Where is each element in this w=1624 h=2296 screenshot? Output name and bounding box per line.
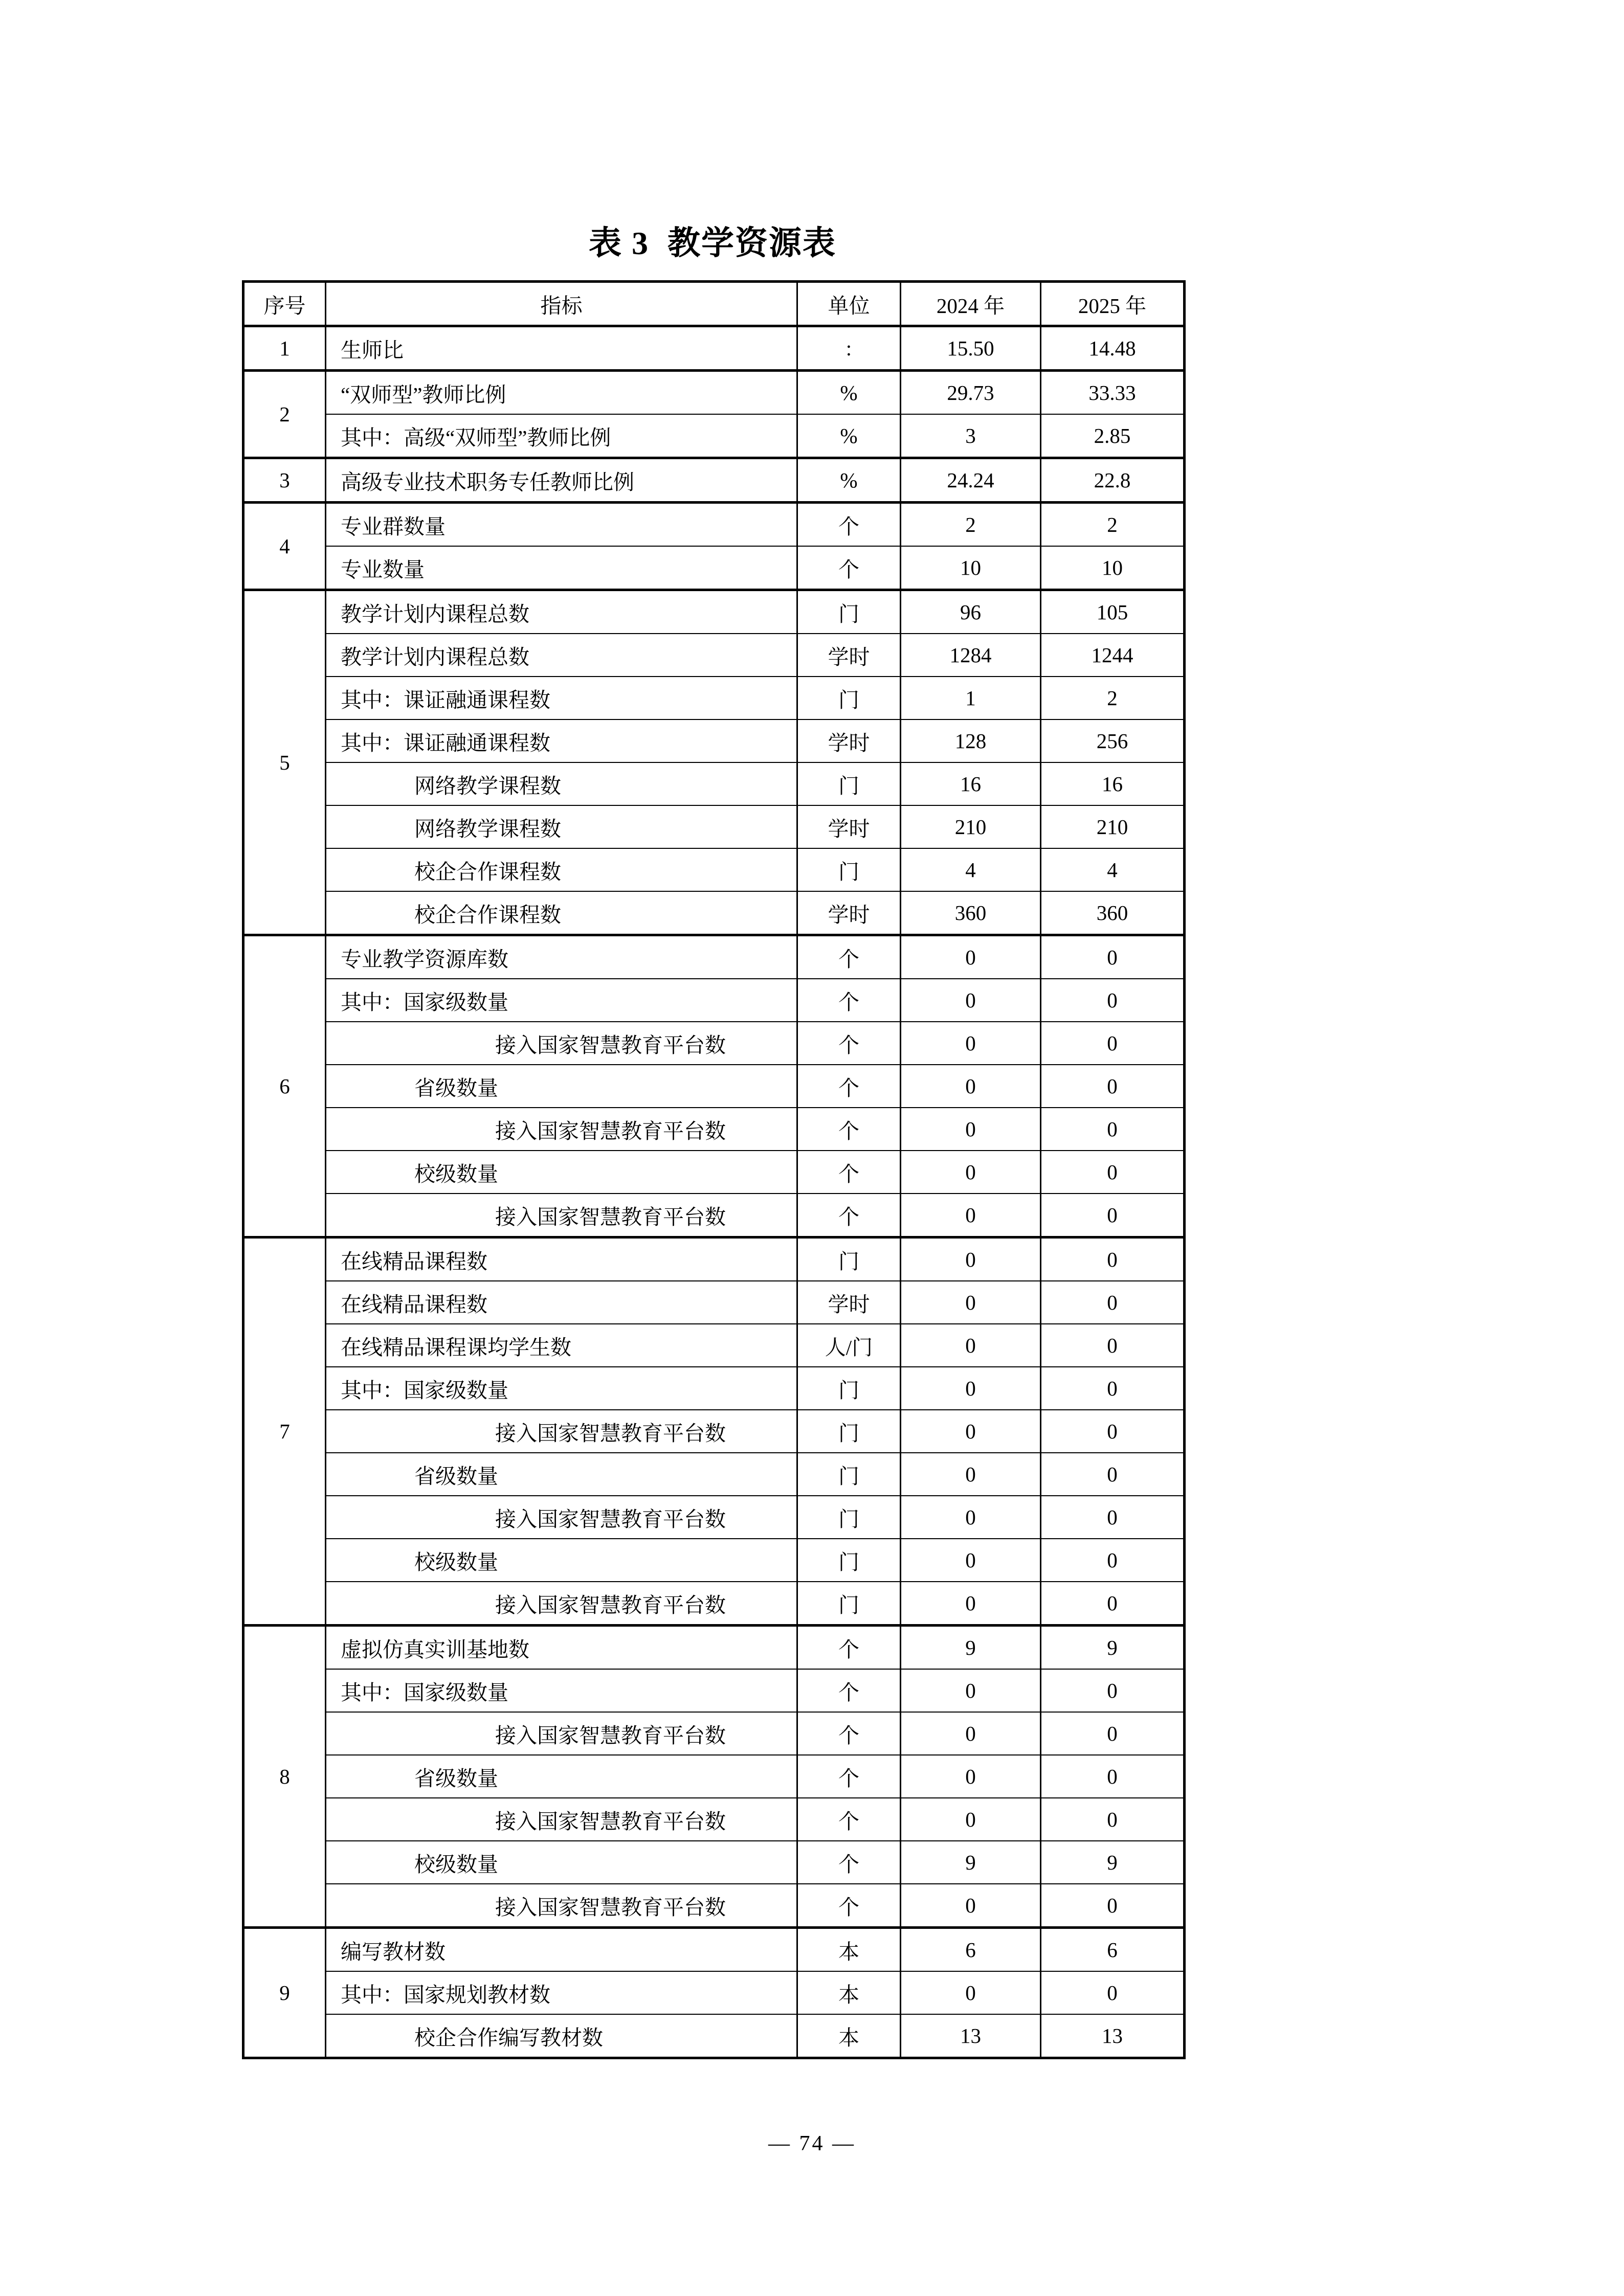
value-2024-cell: 128 xyxy=(901,719,1041,762)
value-2024-cell: 0 xyxy=(901,1151,1041,1194)
table-row xyxy=(243,1582,1185,1626)
value-2024-cell: 6 xyxy=(901,1928,1041,1972)
value-2024-cell: 0 xyxy=(901,1539,1041,1582)
unit-cell: 门 xyxy=(797,1453,901,1496)
unit-cell: 学时 xyxy=(797,805,901,848)
indicator-cell: 其中：国家级数量 xyxy=(326,1367,797,1410)
value-2025-cell: 0 xyxy=(1041,1712,1185,1755)
indicator-cell: 教学计划内课程总数 xyxy=(326,634,797,677)
value-2025-cell: 0 xyxy=(1041,1496,1185,1539)
serial-number-cell: 5 xyxy=(243,590,326,935)
value-2024-cell: 0 xyxy=(901,1022,1041,1065)
indicator-cell: “双师型”教师比例 xyxy=(326,371,797,415)
indicator-cell: 其中：国家级数量 xyxy=(326,1669,797,1712)
unit-cell: 人/门 xyxy=(797,1324,901,1367)
value-2025-cell: 0 xyxy=(1041,1410,1185,1453)
indicator-cell: 网络教学课程数 xyxy=(326,762,797,805)
unit-cell: % xyxy=(797,458,901,503)
value-2025-cell: 0 xyxy=(1041,1065,1185,1108)
indicator-cell: 接入国家智慧教育平台数 xyxy=(326,1022,797,1065)
value-2025-cell: 16 xyxy=(1041,762,1185,805)
value-2024-cell: 0 xyxy=(901,1712,1041,1755)
unit-cell: 门 xyxy=(797,848,901,891)
value-2025-cell: 0 xyxy=(1041,979,1185,1022)
value-2024-cell: 0 xyxy=(901,1755,1041,1798)
table-row xyxy=(243,1367,1185,1410)
page-number: — 74 — xyxy=(768,2132,856,2155)
unit-cell: 个 xyxy=(797,1755,901,1798)
unit-cell: 门 xyxy=(797,1237,901,1281)
value-2024-cell: 24.24 xyxy=(901,458,1041,503)
value-2025-cell: 33.33 xyxy=(1041,371,1185,415)
table-row xyxy=(243,1971,1185,2014)
table-row xyxy=(243,1324,1185,1367)
value-2024-cell: 0 xyxy=(901,1281,1041,1324)
table-row xyxy=(243,1108,1185,1151)
indicator-cell: 接入国家智慧教育平台数 xyxy=(326,1496,797,1539)
unit-cell: 个 xyxy=(797,1151,901,1194)
serial-number-cell: 8 xyxy=(243,1626,326,1928)
value-2024-cell: 0 xyxy=(901,1324,1041,1367)
value-2025-cell: 0 xyxy=(1041,1324,1185,1367)
value-2025-cell: 0 xyxy=(1041,1453,1185,1496)
value-2025-cell: 6 xyxy=(1041,1928,1185,1972)
value-2025-cell: 1244 xyxy=(1041,634,1185,677)
value-2024-cell: 210 xyxy=(901,805,1041,848)
unit-cell: 个 xyxy=(797,503,901,547)
table-row xyxy=(243,1496,1185,1539)
value-2024-cell: 15.50 xyxy=(901,326,1041,371)
table-row xyxy=(243,590,1185,634)
value-2025-cell: 0 xyxy=(1041,1108,1185,1151)
unit-cell: 门 xyxy=(797,1496,901,1539)
unit-cell: 学时 xyxy=(797,719,901,762)
value-2025-cell: 0 xyxy=(1041,1582,1185,1626)
indicator-cell: 教学计划内课程总数 xyxy=(326,590,797,634)
indicator-cell: 其中：课证融通课程数 xyxy=(326,719,797,762)
indicator-cell: 其中：国家级数量 xyxy=(326,979,797,1022)
table-row xyxy=(243,371,1185,415)
table-row xyxy=(243,1669,1185,1712)
value-2025-cell: 13 xyxy=(1041,2014,1185,2058)
indicator-cell: 在线精品课程数 xyxy=(326,1281,797,1324)
unit-cell: 本 xyxy=(797,1971,901,2014)
table-row xyxy=(243,891,1185,935)
indicator-cell: 接入国家智慧教育平台数 xyxy=(326,1798,797,1841)
value-2025-cell: 210 xyxy=(1041,805,1185,848)
value-2024-cell: 0 xyxy=(901,1798,1041,1841)
table-row xyxy=(243,1453,1185,1496)
indicator-cell: 编写教材数 xyxy=(326,1928,797,1972)
value-2024-cell: 3 xyxy=(901,414,1041,458)
value-2025-cell: 105 xyxy=(1041,590,1185,634)
value-2024-cell: 0 xyxy=(901,1884,1041,1928)
indicator-cell: 在线精品课程数 xyxy=(326,1237,797,1281)
value-2024-cell: 2 xyxy=(901,503,1041,547)
indicator-cell: 接入国家智慧教育平台数 xyxy=(326,1582,797,1626)
table-row xyxy=(243,1798,1185,1841)
value-2024-cell: 0 xyxy=(901,1367,1041,1410)
value-2025-cell: 14.48 xyxy=(1041,326,1185,371)
header-unit: 单位 xyxy=(797,282,901,326)
unit-cell: 个 xyxy=(797,546,901,590)
value-2024-cell: 10 xyxy=(901,546,1041,590)
value-2025-cell: 2.85 xyxy=(1041,414,1185,458)
table-row xyxy=(243,805,1185,848)
indicator-cell: 接入国家智慧教育平台数 xyxy=(326,1194,797,1237)
value-2024-cell: 29.73 xyxy=(901,371,1041,415)
unit-cell: 门 xyxy=(797,590,901,634)
table-row xyxy=(243,935,1185,979)
value-2024-cell: 360 xyxy=(901,891,1041,935)
value-2025-cell: 0 xyxy=(1041,1237,1185,1281)
value-2024-cell: 0 xyxy=(901,979,1041,1022)
indicator-cell: 专业数量 xyxy=(326,546,797,590)
unit-cell: 门 xyxy=(797,1539,901,1582)
indicator-cell: 其中：国家规划教材数 xyxy=(326,1971,797,2014)
indicator-cell: 接入国家智慧教育平台数 xyxy=(326,1712,797,1755)
indicator-cell: 接入国家智慧教育平台数 xyxy=(326,1884,797,1928)
unit-cell: 学时 xyxy=(797,1281,901,1324)
indicator-cell: 生师比 xyxy=(326,326,797,371)
serial-number-cell: 6 xyxy=(243,935,326,1237)
indicator-cell: 省级数量 xyxy=(326,1065,797,1108)
value-2024-cell: 0 xyxy=(901,1194,1041,1237)
table-row xyxy=(243,1712,1185,1755)
value-2024-cell: 0 xyxy=(901,1453,1041,1496)
unit-cell: 门 xyxy=(797,1367,901,1410)
value-2024-cell: 0 xyxy=(901,1108,1041,1151)
table-row xyxy=(243,1626,1185,1670)
table-row xyxy=(243,1194,1185,1237)
table-row xyxy=(243,1410,1185,1453)
table-row xyxy=(243,1237,1185,1281)
unit-cell: 本 xyxy=(797,1928,901,1972)
value-2024-cell: 1 xyxy=(901,677,1041,719)
unit-cell: 学时 xyxy=(797,891,901,935)
indicator-cell: 高级专业技术职务专任教师比例 xyxy=(326,458,797,503)
indicator-cell: 省级数量 xyxy=(326,1755,797,1798)
value-2025-cell: 360 xyxy=(1041,891,1185,935)
value-2024-cell: 0 xyxy=(901,1065,1041,1108)
value-2024-cell: 9 xyxy=(901,1841,1041,1884)
table-row xyxy=(243,1755,1185,1798)
indicator-cell: 专业群数量 xyxy=(326,503,797,547)
table-row xyxy=(243,1281,1185,1324)
indicator-cell: 接入国家智慧教育平台数 xyxy=(326,1410,797,1453)
table-row xyxy=(243,1539,1185,1582)
value-2025-cell: 0 xyxy=(1041,1194,1185,1237)
unit-cell: 门 xyxy=(797,762,901,805)
value-2025-cell: 4 xyxy=(1041,848,1185,891)
value-2025-cell: 0 xyxy=(1041,1367,1185,1410)
unit-cell: 个 xyxy=(797,1798,901,1841)
indicator-cell: 在线精品课程课均学生数 xyxy=(326,1324,797,1367)
value-2025-cell: 256 xyxy=(1041,719,1185,762)
header-indicator: 指标 xyxy=(326,282,797,326)
indicator-cell: 校企合作编写教材数 xyxy=(326,2014,797,2058)
indicator-cell: 网络教学课程数 xyxy=(326,805,797,848)
unit-cell: 个 xyxy=(797,1669,901,1712)
unit-cell: 个 xyxy=(797,1194,901,1237)
unit-cell: % xyxy=(797,371,901,415)
value-2024-cell: 0 xyxy=(901,935,1041,979)
value-2024-cell: 16 xyxy=(901,762,1041,805)
value-2025-cell: 0 xyxy=(1041,1539,1185,1582)
indicator-cell: 校级数量 xyxy=(326,1151,797,1194)
value-2025-cell: 0 xyxy=(1041,1281,1185,1324)
table-row xyxy=(243,458,1185,503)
value-2025-cell: 9 xyxy=(1041,1841,1185,1884)
value-2024-cell: 4 xyxy=(901,848,1041,891)
value-2024-cell: 0 xyxy=(901,1410,1041,1453)
unit-cell: 个 xyxy=(797,1884,901,1928)
unit-cell: 门 xyxy=(797,677,901,719)
unit-cell: 个 xyxy=(797,1065,901,1108)
table-row xyxy=(243,979,1185,1022)
indicator-cell: 虚拟仿真实训基地数 xyxy=(326,1626,797,1670)
table-row xyxy=(243,414,1185,458)
table-row xyxy=(243,503,1185,547)
teaching-resources-table xyxy=(242,280,1186,2059)
indicator-cell: 校级数量 xyxy=(326,1539,797,1582)
value-2025-cell: 2 xyxy=(1041,677,1185,719)
indicator-cell: 校企合作课程数 xyxy=(326,848,797,891)
value-2024-cell: 0 xyxy=(901,1582,1041,1626)
table-row xyxy=(243,848,1185,891)
header-year-2024: 2024 年 xyxy=(901,282,1041,326)
header-year-2025: 2025 年 xyxy=(1041,282,1185,326)
value-2024-cell: 0 xyxy=(901,1971,1041,2014)
value-2025-cell: 0 xyxy=(1041,1971,1185,2014)
table-row xyxy=(243,1151,1185,1194)
value-2024-cell: 0 xyxy=(901,1496,1041,1539)
value-2024-cell: 1284 xyxy=(901,634,1041,677)
indicator-cell: 校级数量 xyxy=(326,1841,797,1884)
table-header-row xyxy=(243,282,1185,326)
header-serial-number: 序号 xyxy=(243,282,326,326)
unit-cell: 门 xyxy=(797,1582,901,1626)
serial-number-cell: 9 xyxy=(243,1928,326,2058)
table-title: 表 3 教学资源表 xyxy=(589,225,836,261)
table-row xyxy=(243,1065,1185,1108)
unit-cell: 个 xyxy=(797,979,901,1022)
table-row xyxy=(243,762,1185,805)
value-2025-cell: 0 xyxy=(1041,1022,1185,1065)
table-row xyxy=(243,1022,1185,1065)
unit-cell: 个 xyxy=(797,1108,901,1151)
serial-number-cell: 3 xyxy=(243,458,326,503)
serial-number-cell: 1 xyxy=(243,326,326,371)
indicator-cell: 其中：课证融通课程数 xyxy=(326,677,797,719)
table-row xyxy=(243,326,1185,371)
unit-cell: 个 xyxy=(797,1841,901,1884)
value-2025-cell: 0 xyxy=(1041,935,1185,979)
value-2024-cell: 96 xyxy=(901,590,1041,634)
resource-table-body xyxy=(243,326,1185,2058)
value-2025-cell: 10 xyxy=(1041,546,1185,590)
indicator-cell: 专业教学资源库数 xyxy=(326,935,797,979)
value-2025-cell: 0 xyxy=(1041,1669,1185,1712)
unit-cell: 个 xyxy=(797,1712,901,1755)
table-row xyxy=(243,634,1185,677)
table-row xyxy=(243,1884,1185,1928)
unit-cell: % xyxy=(797,414,901,458)
value-2025-cell: 0 xyxy=(1041,1798,1185,1841)
value-2025-cell: 0 xyxy=(1041,1755,1185,1798)
unit-cell: 本 xyxy=(797,2014,901,2058)
table-row xyxy=(243,1841,1185,1884)
value-2025-cell: 22.8 xyxy=(1041,458,1185,503)
value-2025-cell: 0 xyxy=(1041,1151,1185,1194)
unit-cell: 个 xyxy=(797,1626,901,1670)
value-2024-cell: 0 xyxy=(901,1669,1041,1712)
indicator-cell: 接入国家智慧教育平台数 xyxy=(326,1108,797,1151)
indicator-cell: 校企合作课程数 xyxy=(326,891,797,935)
table-row xyxy=(243,546,1185,590)
value-2024-cell: 0 xyxy=(901,1237,1041,1281)
value-2024-cell: 9 xyxy=(901,1626,1041,1670)
unit-cell: : xyxy=(797,326,901,371)
unit-cell: 学时 xyxy=(797,634,901,677)
table-row xyxy=(243,1928,1185,1972)
value-2024-cell: 13 xyxy=(901,2014,1041,2058)
indicator-cell: 其中：高级“双师型”教师比例 xyxy=(326,414,797,458)
value-2025-cell: 0 xyxy=(1041,1884,1185,1928)
table-row xyxy=(243,677,1185,719)
unit-cell: 个 xyxy=(797,1022,901,1065)
serial-number-cell: 2 xyxy=(243,371,326,458)
indicator-cell: 省级数量 xyxy=(326,1453,797,1496)
unit-cell: 个 xyxy=(797,935,901,979)
serial-number-cell: 7 xyxy=(243,1237,326,1626)
table-row xyxy=(243,2014,1185,2058)
value-2025-cell: 2 xyxy=(1041,503,1185,547)
value-2025-cell: 9 xyxy=(1041,1626,1185,1670)
unit-cell: 门 xyxy=(797,1410,901,1453)
table-row xyxy=(243,719,1185,762)
serial-number-cell: 4 xyxy=(243,503,326,590)
